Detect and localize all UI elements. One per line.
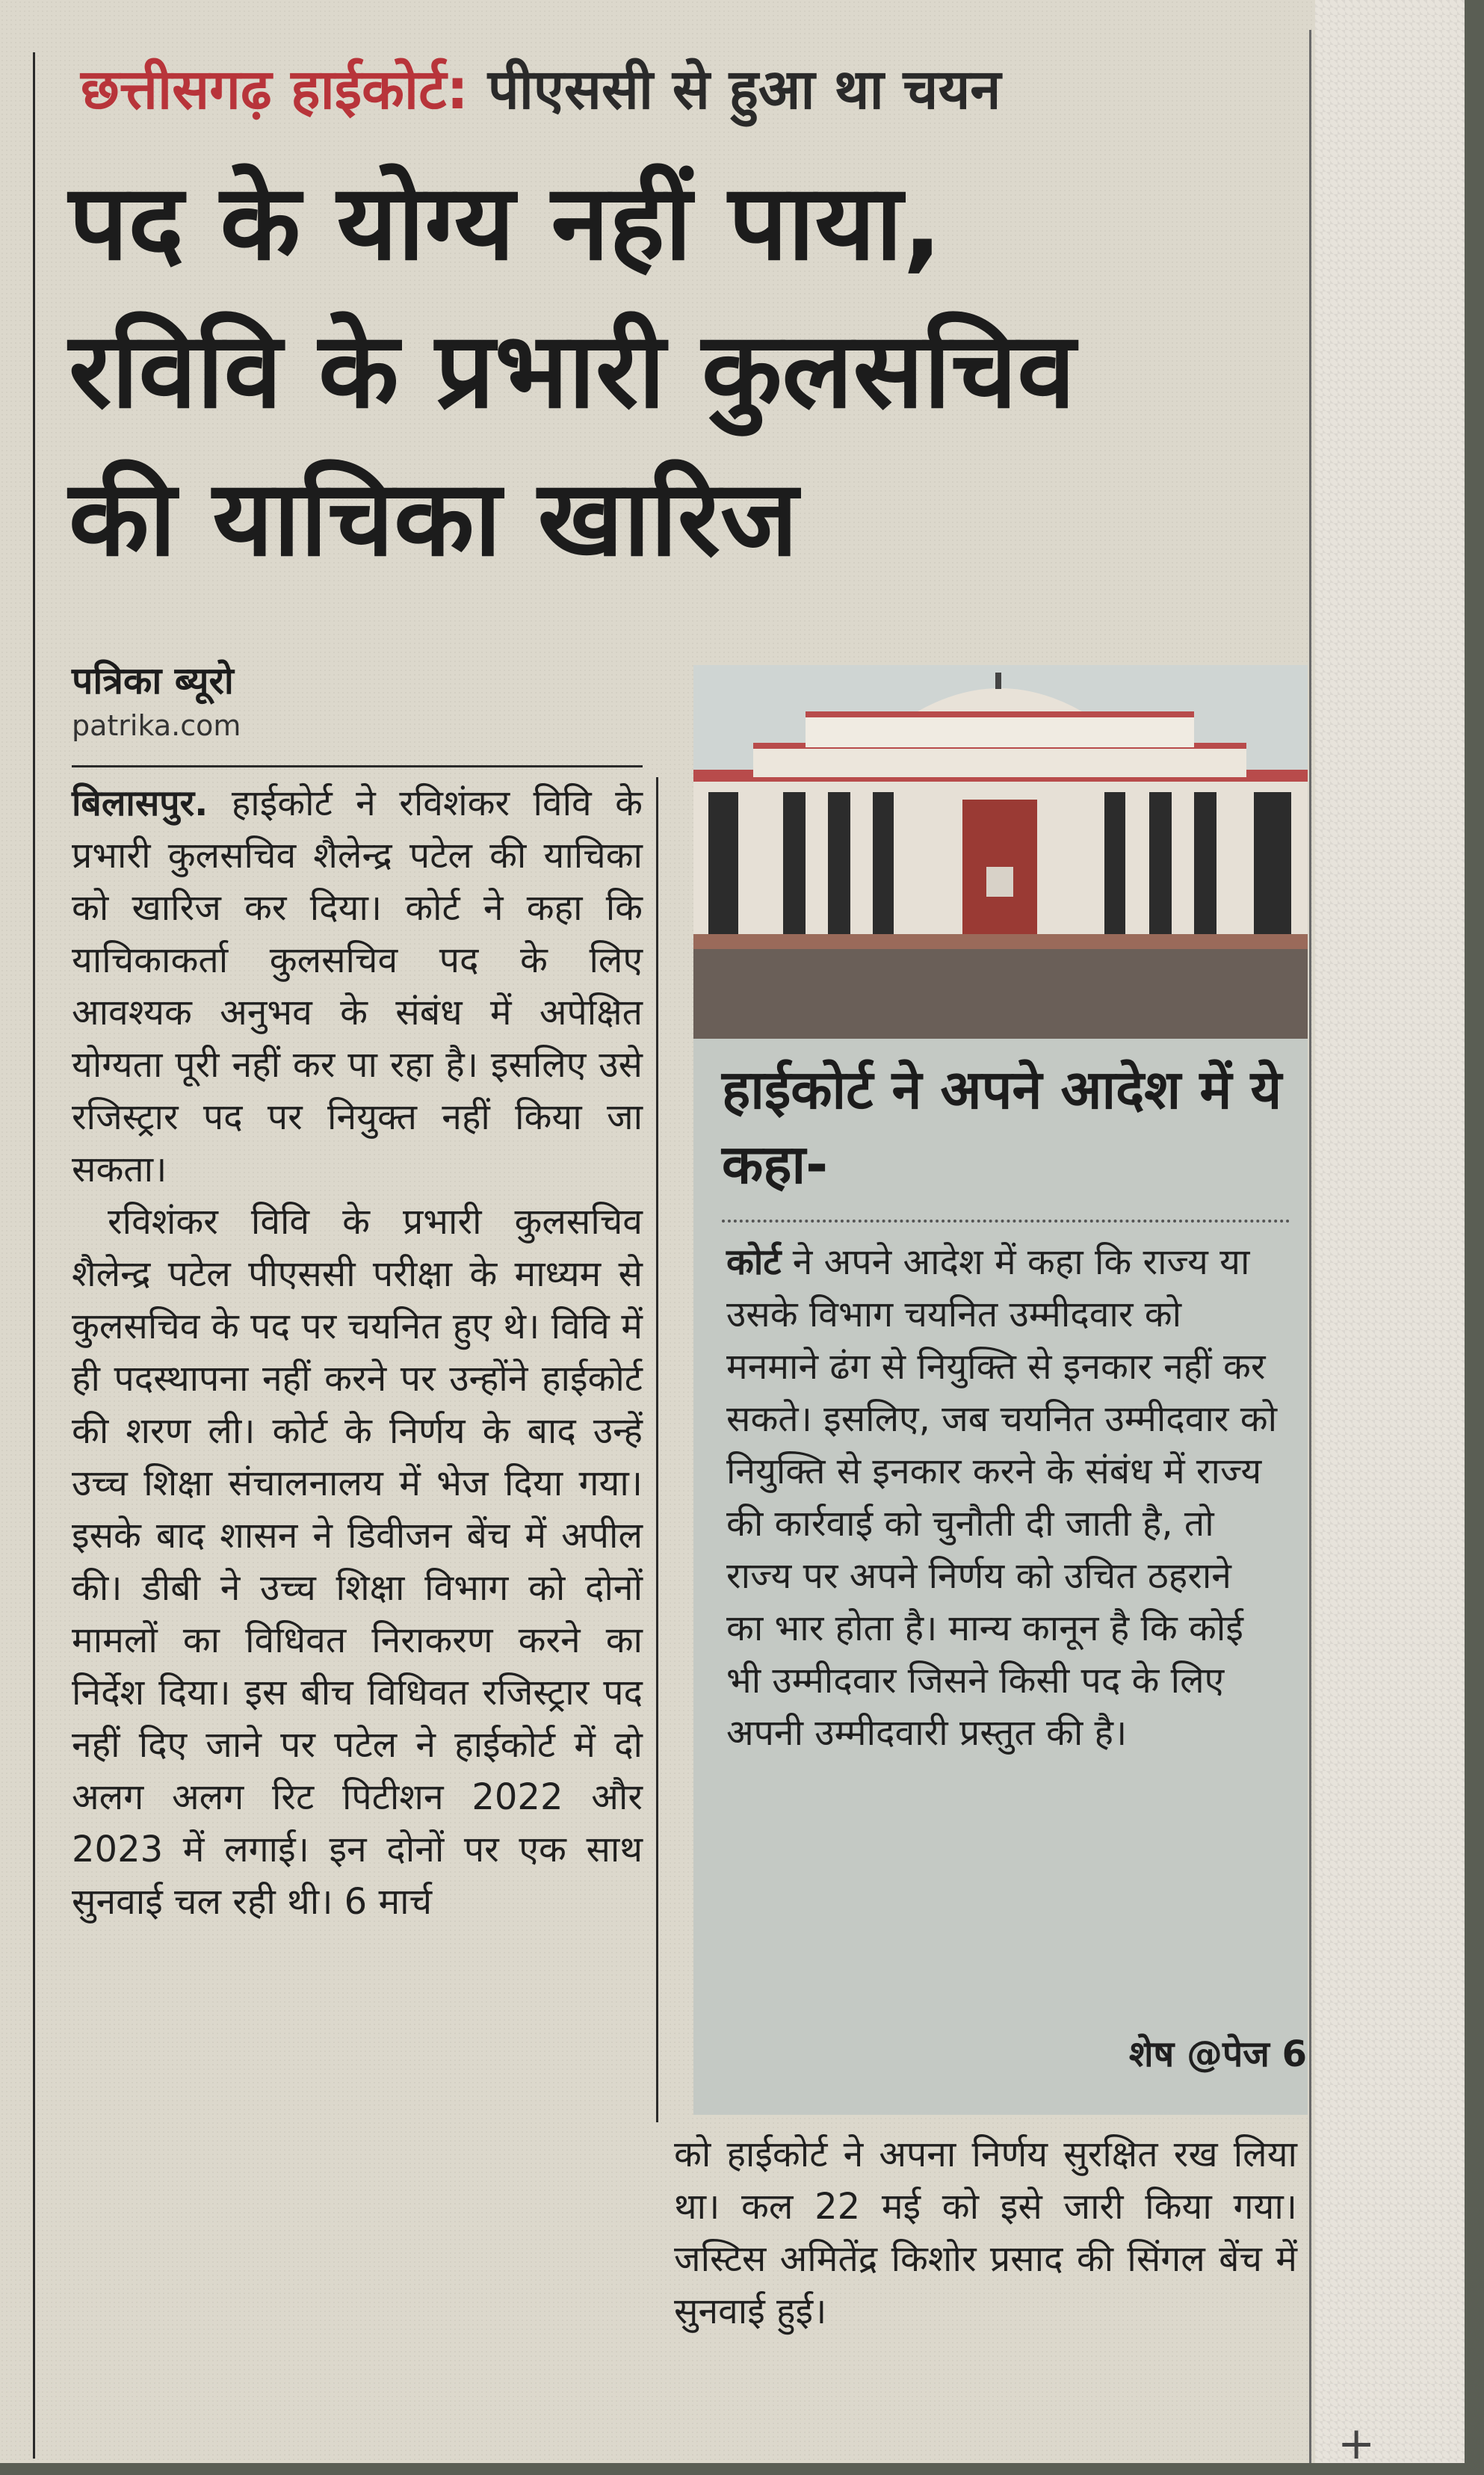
headline-line-1: पद के योग्य नहीं पाया, — [69, 162, 943, 284]
crop-mark-icon: + — [1338, 2417, 1376, 2470]
headline-line-3: की याचिका खारिज — [69, 458, 798, 580]
byline-rule — [72, 765, 643, 767]
sidebar-continued[interactable]: शेष @पेज 6 — [1128, 2033, 1307, 2075]
high-court-building-icon — [693, 665, 1308, 1039]
byline — [72, 656, 655, 746]
article-body — [72, 777, 643, 2451]
article-paragraph-1 — [72, 777, 643, 1196]
sidebar-lead: कोर्ट — [726, 1241, 782, 1283]
page-edge-rule — [1309, 30, 1311, 2463]
article-continuation-text: को हाईकोर्ट ने अपना निर्णय सुरक्षित रख लिया था। कल 22 मई को इसे जारी किया गया। जस्टिस अमितेंद्र किशोर प्रसाद की सिंगल बेंच में सुनवाई हुई। — [674, 2133, 1297, 2332]
article-paragraph-2: रविशंकर विवि के प्रभारी कुलसचिव शैलेन्द्र पटेल पीएससी परीक्षा के माध्यम से कुलसचिव के पद पर चयनित हुए थे। विवि में ही पदस्थापना नहीं करने पर उन्होंने हाईकोर्ट की शरण ली। कोर्ट के निर्णय के बाद उन्हें उच्च शिक्षा संचालनालय में भेज दिया गया। इसके बाद शासन ने डिवीजन बेंच में अपील की। डीबी ने उच्च शिक्षा विभाग को दोनों मामलों का विधिवत निराकरण करने का निर्देश दिया। इस बीच विधिवत रजिस्ट्रार पद नहीं दिए जाने पर पटेल ने हाईकोर्ट में दो अलग अलग रिट पिटीशन 2022 और 2023 में लगाई। इन दोनों पर एक साथ सुनवाई चल रही थी। 6 मार्च — [72, 1201, 643, 1923]
article-paragraph-1-text: हाईकोर्ट ने रविशंकर विवि के प्रभारी कुलसचिव शैलेन्द्र पटेल की याचिका को खारिज कर दिया। कोर्ट ने कहा कि याचिकाकर्ता कुलसचिव पद के लिए आवश्यक अनुभव के संबंध में अपेक्षित योग्यता पूरी नहीं कर पा रहा है। इसलिए उसे रजिस्ट्रार पद पर नियुक्त नहीं किया जा सकता। — [72, 782, 643, 1190]
kicker-text: पीएससी से हुआ था चयन — [487, 58, 1001, 122]
kicker — [81, 45, 1291, 135]
headline-line-2: रविवि के प्रभारी कुलसचिव — [69, 310, 1076, 432]
column-rule-middle — [656, 777, 658, 2122]
sidebar-text: ने अपने आदेश में कहा कि राज्य या उसके विभाग चयनित उम्मीदवार को मनमाने ढंग से नियुक्ति से इनकार नहीं कर सकते। इसलिए, जब चयनित उम्मीदवार को नियुक्ति से इनकार करने के संबंध में राज्य की कार्रवाई को चुनौती दी जाती है, तो राज्य पर अपने निर्णय को उचित ठहराने का भार होता है। मान्य कानून है कि कोई भी उम्मीदवार जिसने किसी पद के लिए अपनी उम्मीदवारी प्रस्तुत की है। — [726, 1241, 1278, 1754]
dateline: बिलासपुर. — [72, 782, 208, 824]
sidebar-continued-anchor — [1128, 2028, 1307, 2075]
sidebar-divider — [722, 1220, 1290, 1223]
headline — [69, 149, 1309, 628]
paper-margin — [1315, 0, 1465, 2463]
column-rule-left — [33, 52, 35, 2459]
high-court-building-photo — [693, 665, 1308, 1039]
article-continuation — [674, 2128, 1297, 2338]
byline-name: पत्रिका ब्यूरो — [72, 659, 234, 702]
sidebar-body — [726, 1236, 1279, 1759]
sidebar-title: हाईकोर्ट ने अपने आदेश में ये कहा- — [722, 1058, 1282, 1196]
sidebar-paragraph — [726, 1236, 1279, 1759]
kicker-label: छत्तीसगढ़ हाईकोर्ट: — [81, 58, 469, 122]
byline-site: patrika.com — [72, 709, 241, 742]
